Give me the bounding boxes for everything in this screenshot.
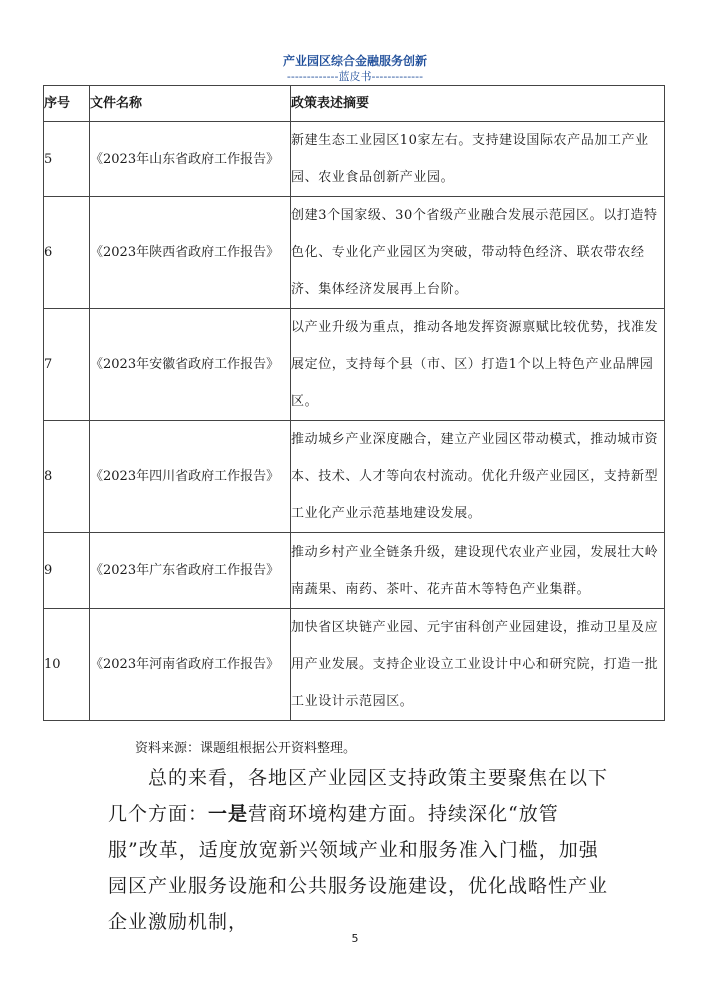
paragraph-rest: 营商环境构建方面。持续深化“放管服”改革，适度放宽新兴领域产业和服务准入门槛，加强园区产业服务设施和公共服务设施建设，优化战略性产业企业激励机制， (108, 803, 609, 933)
table-row (44, 609, 665, 721)
row-document-name: 《2023年安徽省政府工作报告》 (90, 309, 291, 421)
row-summary: 创建3个国家级、30个省级产业融合发展示范园区。以打造特色化、专业化产业园区为突破，带动特色经济、联农带农经济、集体经济发展再上台阶。 (291, 197, 665, 309)
table-row (44, 533, 665, 609)
paragraph-emphasis: 一是 (208, 803, 249, 825)
table-row (44, 197, 665, 309)
running-header-subtitle: -------------蓝皮书------------- (286, 70, 424, 83)
row-number: 8 (44, 421, 90, 533)
row-summary: 推动乡村产业全链条升级，建设现代农业产业园，发展壮大岭南蔬果、南药、茶叶、花卉苗木等特色产业集群。 (291, 533, 665, 609)
row-number: 9 (44, 533, 90, 609)
row-document-name: 《2023年山东省政府工作报告》 (90, 122, 291, 197)
row-document-name: 《2023年四川省政府工作报告》 (90, 421, 291, 533)
row-number: 7 (44, 309, 90, 421)
row-number: 5 (44, 122, 90, 197)
row-document-name: 《2023年广东省政府工作报告》 (90, 533, 291, 609)
running-header-title: 产业园区综合金融服务创新 (282, 54, 427, 68)
row-document-name: 《2023年陕西省政府工作报告》 (90, 197, 291, 309)
row-number: 6 (44, 197, 90, 309)
row-summary: 推动城乡产业深度融合，建立产业园区带动模式，推动城市资本、技术、人才等向农村流动。优化升级产业园区，支持新型工业化产业示范基地建设发展。 (291, 421, 665, 533)
policy-table (43, 85, 665, 721)
source-note: 资料来源：课题组根据公开资料整理。 (135, 741, 357, 756)
table-row (44, 421, 665, 533)
page-number: 5 (351, 932, 359, 945)
column-header-summary: 政策表述摘要 (291, 86, 665, 122)
table-header-row (44, 86, 665, 122)
table-row (44, 122, 665, 197)
paragraph-lead: 总的来看，各地区产业园区支持政策主要聚焦在以下几个方面： (108, 767, 609, 825)
column-header-number: 序号 (44, 86, 90, 122)
row-summary: 加快省区块链产业园、元宇宙科创产业园建设，推动卫星及应用产业发展。支持企业设立工业设计中心和研究院，打造一批工业设计示范园区。 (291, 609, 665, 721)
body-paragraph (108, 760, 608, 940)
column-header-document: 文件名称 (90, 86, 291, 122)
row-summary: 新建生态工业园区10家左右。支持建设国际农产品加工产业园、农业食品创新产业园。 (291, 122, 665, 197)
row-summary: 以产业升级为重点，推动各地发挥资源禀赋比较优势，找准发展定位，支持每个县（市、区）打造1个以上特色产业品牌园区。 (291, 309, 665, 421)
row-document-name: 《2023年河南省政府工作报告》 (90, 609, 291, 721)
table-row (44, 309, 665, 421)
row-number: 10 (44, 609, 90, 721)
